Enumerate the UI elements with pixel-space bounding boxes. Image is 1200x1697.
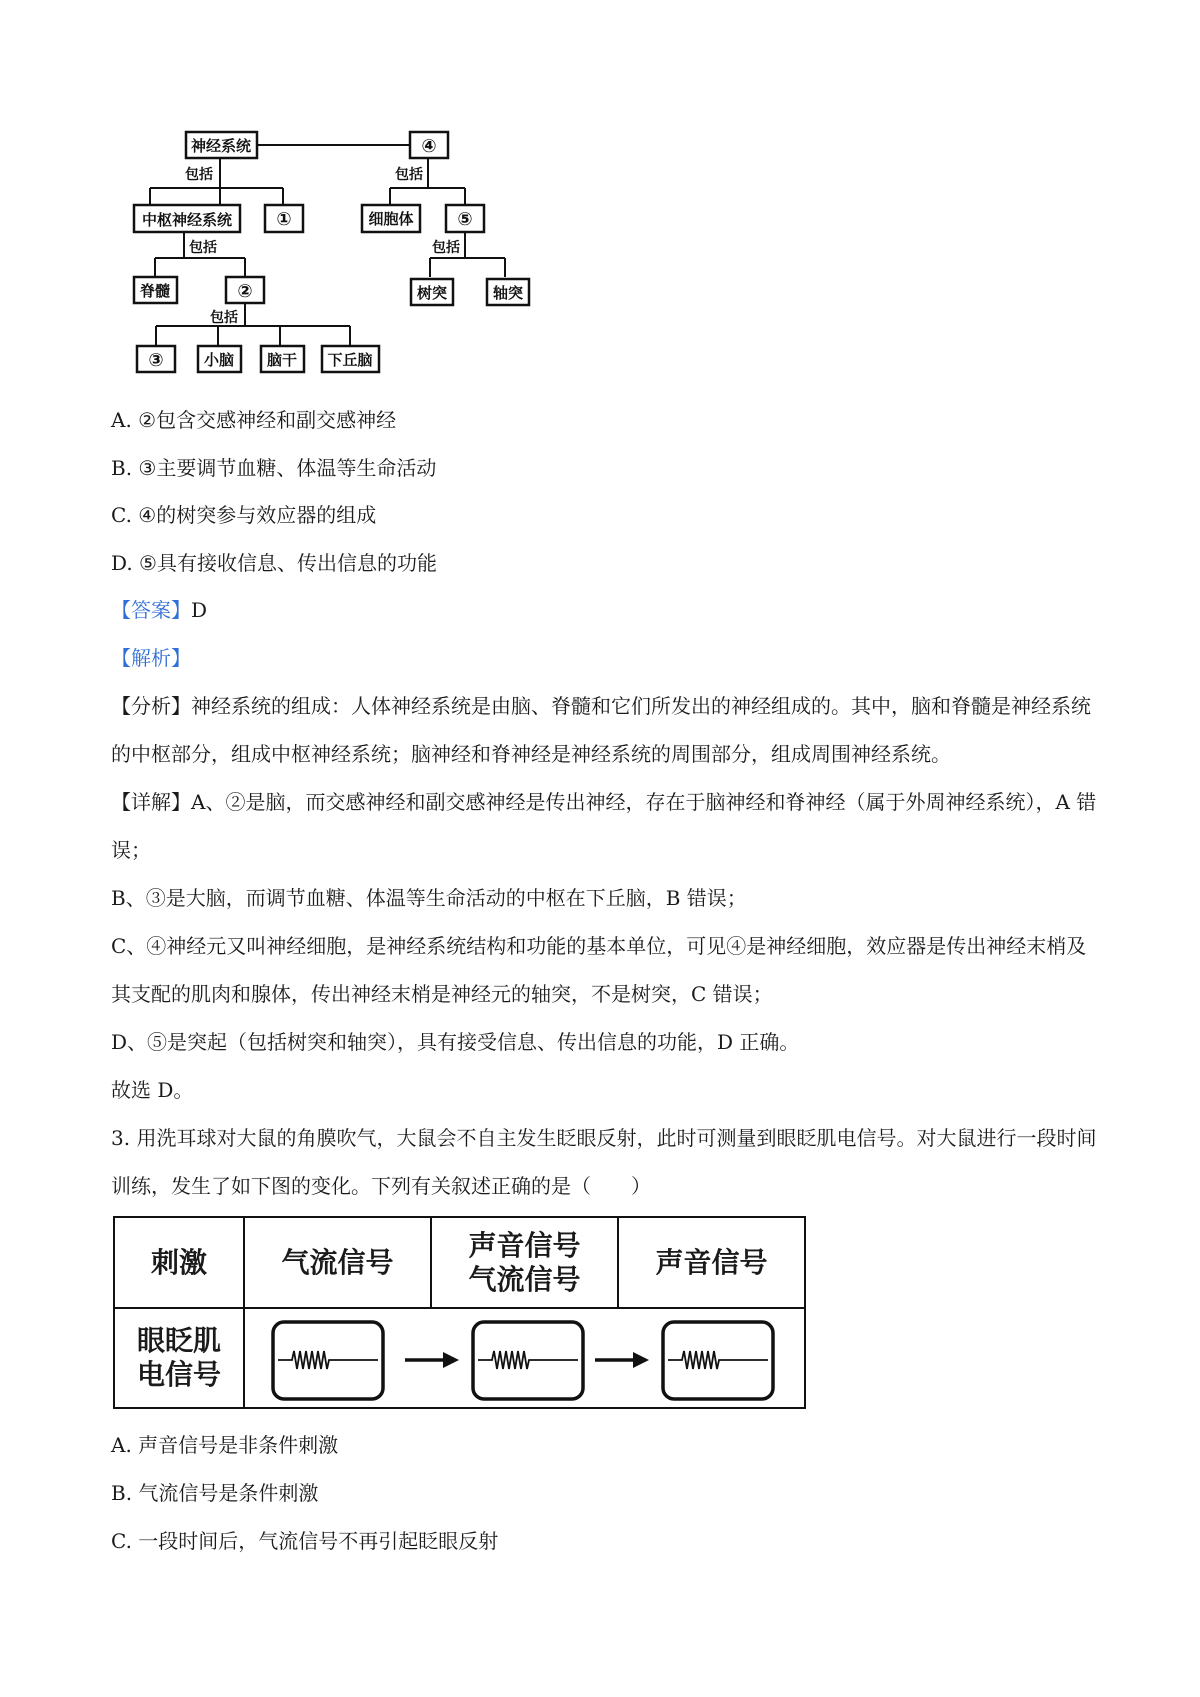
q2-option-a: A. ②包含交感神经和副交感神经 [111, 408, 397, 432]
header-sound-line: 声音信号 [468, 1228, 581, 1262]
emg-wave [478, 1351, 578, 1369]
node-4: ④ [421, 136, 437, 157]
answer-tag: 【答案】 [111, 598, 191, 622]
node-nervous-system: 神经系统 [190, 137, 252, 155]
q2-option-d: D. ⑤具有接收信息、传出信息的功能 [111, 551, 437, 575]
stimulus-table [113, 1216, 806, 1409]
edge-label: 包括 [210, 310, 238, 326]
edge-label: 包括 [189, 240, 217, 256]
node-cerebellum: 小脑 [203, 351, 235, 369]
node-3: ③ [148, 350, 164, 371]
answer-line [111, 598, 207, 622]
detail-paragraph-a [111, 778, 1101, 874]
analysis-paragraph [111, 682, 1101, 778]
edge-label: 包括 [395, 167, 423, 183]
q3-stem: 3. 用洗耳球对大鼠的角膜吹气，大鼠会不自主发生眨眼反射，此时可测量到眼眨肌电信号。对大鼠进行一段时间训练，发生了如下图的变化。下列有关叙述正确的是（ ） [111, 1126, 1097, 1198]
node-cell-body: 细胞体 [368, 210, 414, 228]
emg-line-2: 电信号 [136, 1358, 221, 1391]
node-axon: 轴突 [492, 284, 524, 302]
emg-wave [668, 1351, 768, 1369]
xiangjie-a: A、②是脑，而交感神经和副交感神经是传出神经，存在于脑神经和脊神经（属于外周神经系统），A 错误； [111, 790, 1097, 862]
detail-paragraph-c: C、④神经元又叫神经细胞，是神经系统结构和功能的基本单位，可见④是神经细胞，效应器是传出神经末梢及其支配的肌肉和腺体，传出神经末梢是神经元的轴突，不是树突，C 错误； [111, 934, 1087, 1006]
q2-option-c: C. ④的树突参与效应器的组成 [111, 503, 377, 527]
edge-label: 包括 [432, 240, 460, 256]
node-spinal-cord: 脊髓 [139, 282, 171, 300]
header-airflow-line: 气流信号 [468, 1262, 581, 1296]
q2-option-b: B. ③主要调节血糖、体温等生命活动 [111, 456, 437, 480]
conclusion: 故选 D。 [111, 1078, 194, 1102]
emg-signals [115, 1218, 804, 1407]
node-5: ⑤ [457, 209, 473, 230]
fenxi-text: 神经系统的组成：人体神经系统是由脑、脊髓和它们所发出的神经组成的。其中，脑和脊髓是神经系统的中枢部分，组成中枢神经系统；脑神经和脊神经是神经系统的周围部分，组成周围神经系统。 [111, 694, 1091, 766]
analysis-tag: 【解析】 [111, 646, 191, 670]
header-sound: 声音信号 [655, 1245, 768, 1279]
fenxi-tag: 【分析】 [111, 694, 191, 718]
node-2: ② [237, 281, 253, 302]
node-hypothalamus: 下丘脑 [327, 351, 373, 369]
q3-option-a: A. 声音信号是非条件刺激 [111, 1433, 339, 1457]
detail-paragraph-b: B、③是大脑，而调节血糖、体温等生命活动的中枢在下丘脑，B 错误； [111, 886, 747, 910]
detail-paragraph-d: D、⑤是突起（包括树突和轴突），具有接受信息、传出信息的功能，D 正确。 [111, 1030, 800, 1054]
header-stimulus: 刺激 [150, 1245, 207, 1279]
node-dendrite: 树突 [416, 284, 448, 302]
q3-option-c: C. 一段时间后，气流信号不再引起眨眼反射 [111, 1529, 499, 1553]
arrow-icon [443, 1352, 459, 1368]
node-cns: 中枢神经系统 [141, 211, 233, 229]
emg-wave [278, 1351, 378, 1369]
answer-value: D [191, 598, 208, 622]
edge-label: 包括 [185, 167, 213, 183]
emg-line-1: 眼眨肌 [136, 1324, 221, 1357]
header-airflow: 气流信号 [281, 1245, 394, 1279]
xiangjie-tag: 【详解】 [111, 790, 191, 814]
arrow-icon [633, 1352, 649, 1368]
nervous-system-diagram [0, 0, 1200, 400]
q3-option-b: B. 气流信号是条件刺激 [111, 1481, 319, 1505]
node-1: ① [276, 209, 292, 230]
node-brainstem: 脑干 [266, 351, 298, 369]
